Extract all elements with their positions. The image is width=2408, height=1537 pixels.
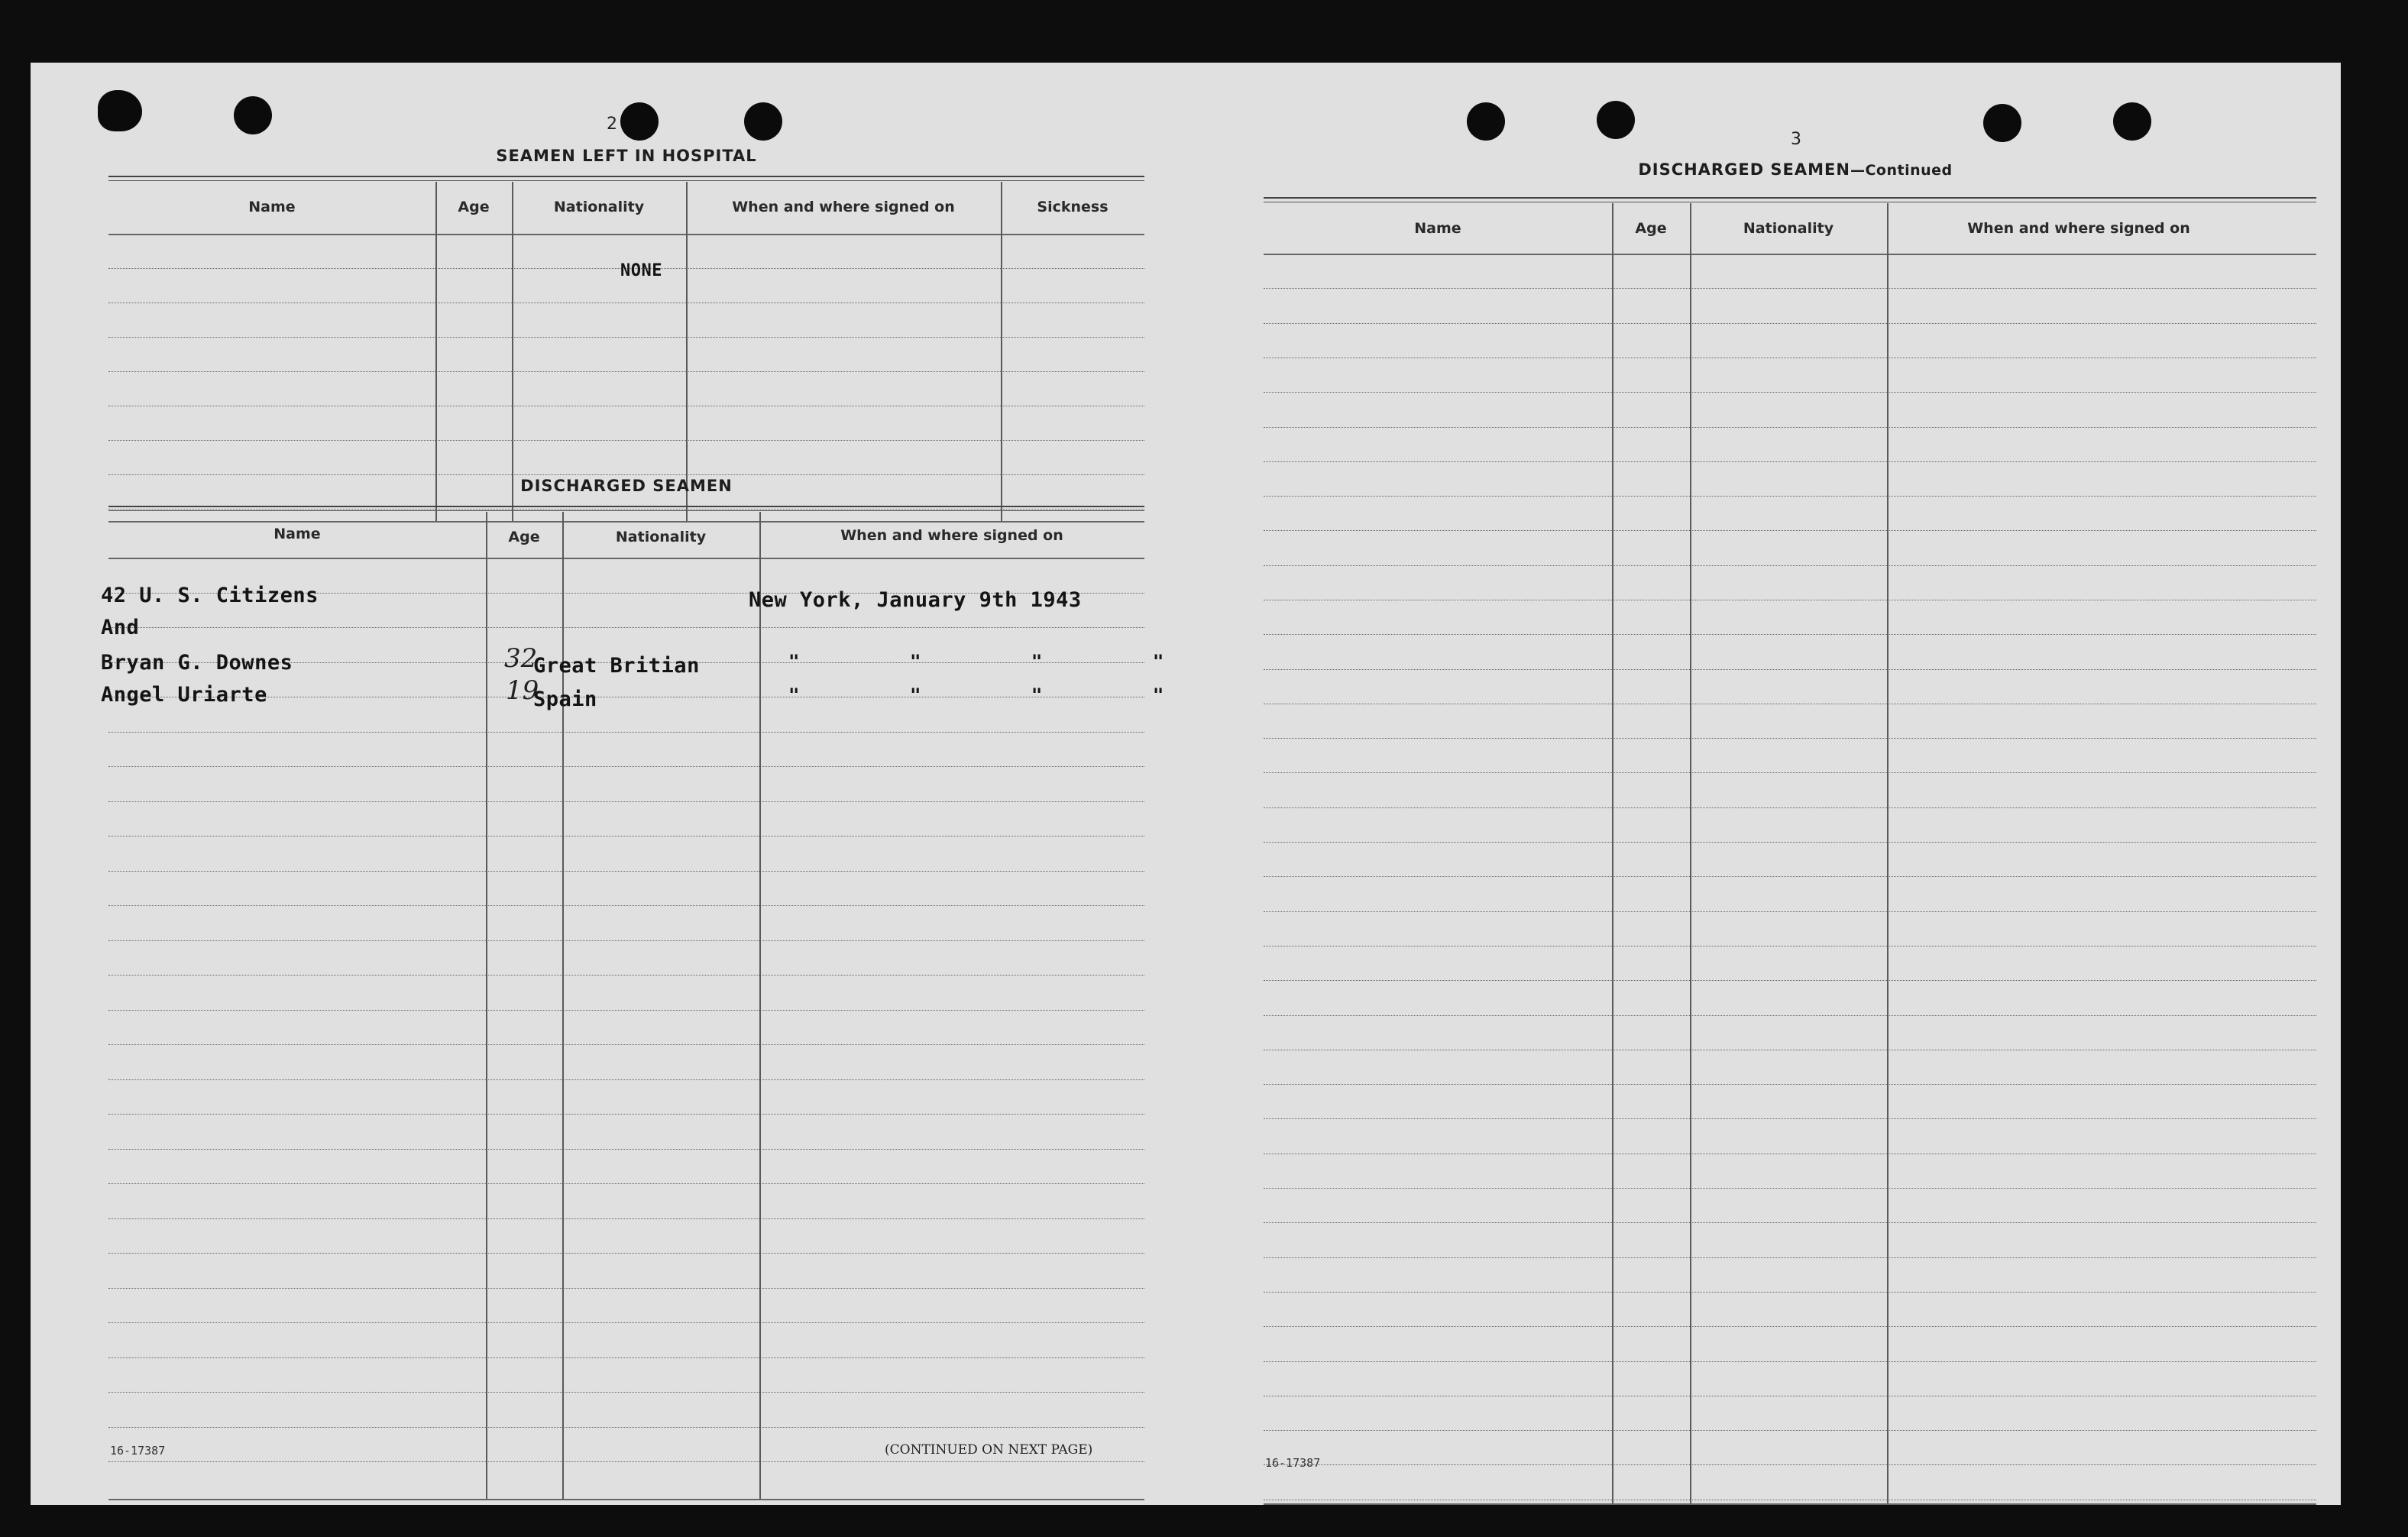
entry-name: 42 U. S. Citizens	[101, 584, 319, 607]
ruled-line	[108, 1461, 1144, 1462]
ruled-line	[1264, 1015, 2316, 1016]
column-header-signed-on: When and where signed on	[732, 199, 955, 215]
ruled-line	[1264, 530, 2316, 531]
ruled-line	[1264, 911, 2316, 912]
page-number: 2	[607, 115, 617, 134]
ruled-line	[108, 732, 1144, 733]
continued-note: (CONTINUED ON NEXT PAGE)	[885, 1442, 1093, 1458]
ruled-line	[108, 1392, 1144, 1393]
ruled-line	[1264, 669, 2316, 670]
ruled-line	[1264, 980, 2316, 981]
column-divider	[1612, 203, 1613, 1503]
bottom-rule	[1264, 1503, 2316, 1505]
ruled-line	[1264, 1084, 2316, 1085]
ruled-line	[1264, 427, 2316, 428]
ruled-line	[108, 440, 1144, 441]
section-rule	[108, 506, 1144, 511]
column-header-name: Name	[273, 526, 321, 542]
ruled-line	[1264, 1222, 2316, 1223]
ditto-marks: " " " "	[788, 651, 1164, 672]
discharged-continued-title	[1261, 160, 2330, 179]
form-number: 16-17387	[110, 1444, 166, 1458]
header-rule	[108, 558, 1144, 559]
ruled-line	[108, 1149, 1144, 1150]
ruled-line	[1264, 1188, 2316, 1189]
column-divider	[686, 182, 688, 521]
left-page	[31, 63, 1164, 1505]
ruled-line	[108, 1218, 1144, 1219]
column-divider	[1887, 203, 1889, 1503]
ruled-line	[1264, 1430, 2316, 1431]
page-number: 3	[1791, 130, 1801, 149]
ruled-line	[108, 1427, 1144, 1428]
column-header-name: Name	[1414, 220, 1461, 237]
entry-age: 19	[506, 675, 539, 706]
ruled-line	[108, 1253, 1144, 1254]
ditto-marks: " " " "	[788, 684, 1164, 706]
form-number: 16-17387	[1265, 1456, 1321, 1470]
ruled-line	[108, 1010, 1144, 1011]
column-divider	[435, 182, 437, 521]
document-sheet	[31, 63, 2341, 1505]
hospital-section-title: SEAMEN LEFT IN HOSPITAL	[496, 147, 757, 165]
ruled-line	[108, 474, 1144, 475]
right-page	[1222, 63, 2341, 1505]
ruled-line	[1264, 738, 2316, 739]
ruled-line	[108, 627, 1144, 628]
column-header-name: Name	[248, 199, 296, 215]
ruled-line	[1264, 1118, 2316, 1119]
ruled-line	[108, 1114, 1144, 1115]
ruled-line	[108, 940, 1144, 941]
section-title: DISCHARGED SEAMEN	[1638, 160, 1850, 179]
ruled-line	[1264, 1292, 2316, 1293]
ruled-line	[108, 801, 1144, 802]
ruled-line	[1264, 634, 2316, 635]
ruled-line	[108, 1044, 1144, 1045]
column-header-signed-on: When and where signed on	[840, 527, 1063, 544]
discharged-section-title: DISCHARGED SEAMEN	[520, 477, 733, 495]
section-title-suffix: —Continued	[1850, 162, 1953, 179]
ruled-line	[108, 371, 1144, 372]
column-header-sickness: Sickness	[1037, 199, 1109, 215]
ruled-line	[108, 337, 1144, 338]
ruled-line	[1264, 1361, 2316, 1362]
column-header-age: Age	[458, 199, 490, 215]
section-rule	[108, 176, 1144, 181]
column-header-signed-on: When and where signed on	[1967, 220, 2190, 237]
entry-name: And	[101, 616, 140, 639]
ruled-line	[108, 1322, 1144, 1323]
ruled-line	[1264, 461, 2316, 462]
ruled-line	[1264, 1326, 2316, 1327]
ruled-line	[1264, 392, 2316, 393]
ruled-line	[1264, 876, 2316, 877]
ruled-line	[108, 1183, 1144, 1184]
ruled-line	[1264, 323, 2316, 324]
ruled-line	[108, 1079, 1144, 1080]
column-divider	[1001, 182, 1002, 521]
entry-age: 32	[504, 643, 538, 674]
header-rule	[1264, 254, 2316, 255]
ruled-line	[108, 975, 1144, 976]
column-divider	[486, 512, 487, 1499]
ruled-line	[1264, 1464, 2316, 1465]
ruled-line	[108, 766, 1144, 767]
column-divider	[1690, 203, 1691, 1503]
ruled-line	[1264, 565, 2316, 566]
column-header-age: Age	[508, 529, 540, 545]
ruled-line	[108, 905, 1144, 906]
column-divider	[512, 182, 513, 521]
entry-name: Bryan G. Downes	[101, 651, 293, 675]
section-rule	[1264, 197, 2316, 202]
ruled-line	[1264, 1257, 2316, 1258]
column-header-nationality: Nationality	[553, 199, 645, 215]
ruled-line	[1264, 772, 2316, 773]
ruled-line	[1264, 807, 2316, 808]
entry-nationality: Great Britian	[533, 654, 700, 678]
column-header-nationality: Nationality	[1743, 220, 1834, 237]
ruled-line	[1264, 496, 2316, 497]
column-header-age: Age	[1635, 220, 1667, 237]
bottom-rule	[108, 1499, 1144, 1500]
entry-nationality: Spain	[533, 688, 597, 711]
ruled-line	[108, 871, 1144, 872]
header-rule	[108, 234, 1144, 235]
column-divider	[759, 512, 761, 1499]
ruled-line	[108, 1288, 1144, 1289]
entry-name: Angel Uriarte	[101, 683, 267, 707]
ruled-line	[1264, 842, 2316, 843]
entry-signed-on: New York, January 9th 1943	[749, 588, 1082, 612]
ruled-line	[1264, 288, 2316, 289]
ruled-line	[108, 1357, 1144, 1358]
bottom-rule	[108, 521, 1144, 523]
column-header-nationality: Nationality	[615, 529, 707, 545]
hospital-entry: NONE	[620, 261, 662, 280]
